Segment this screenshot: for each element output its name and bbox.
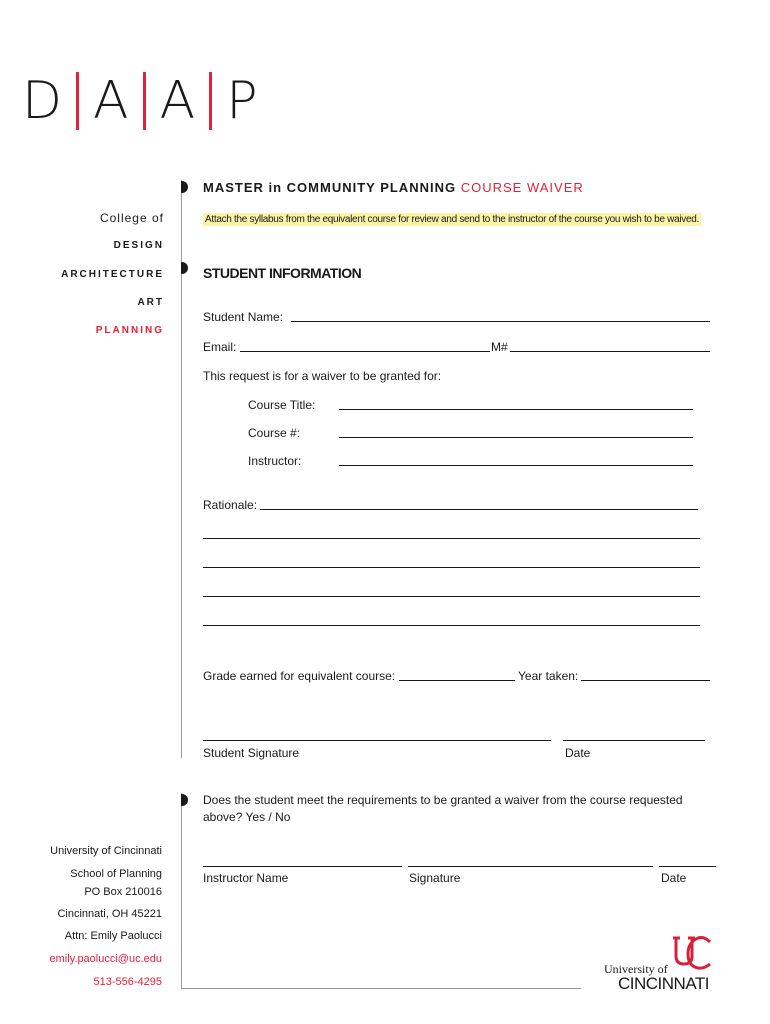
grade-label: Grade earned for equivalent course: [203,669,396,683]
logo-letter-d: D [22,71,63,131]
email-label: Email: [203,340,237,354]
daap-logo [22,72,258,130]
rationale-line[interactable] [203,538,700,539]
course-number-field[interactable] [339,437,693,438]
logo-letter-a2: A [159,71,196,131]
address-school: School of Planning [70,868,162,880]
request-text: This request is for a waiver to be granted for: [203,369,442,383]
uc-logo-line2: CINCINNATI [618,974,710,993]
uc-logo [604,934,734,994]
form-title [203,180,584,195]
address-attn: Attn: Emily Paolucci [64,930,162,942]
instructor-date-label: Date [661,871,687,885]
m-number-label: M# [491,340,508,354]
college-of-label: College of [99,211,164,225]
instructor-signature-field[interactable] [408,866,653,867]
rationale-line[interactable] [203,567,700,568]
section-marker-icon [181,262,188,274]
course-number-label: Course #: [248,426,301,440]
uc-logo-line1: University of [604,962,668,976]
logo-letter-p: P [226,71,258,131]
logo-divider [143,72,146,130]
email-field[interactable] [240,351,490,352]
logo-letter-a: A [93,71,129,131]
rationale-line[interactable] [203,625,700,626]
rationale-label: Rationale: [203,498,258,512]
year-taken-label: Year taken: [518,669,579,683]
student-signature-label: Student Signature [203,746,300,760]
student-name-label: Student Name: [203,310,284,324]
student-name-field[interactable] [291,321,710,322]
section-marker-icon [181,794,188,806]
rationale-field[interactable] [260,509,698,510]
logo-divider [76,72,79,130]
college-art: ART [137,297,164,308]
student-info-heading: STUDENT INFORMATION [203,265,362,281]
college-planning: PLANNING [95,325,164,336]
m-number-field[interactable] [510,351,710,352]
course-title-label: Course Title: [248,398,316,412]
address-po-box: PO Box 210016 [84,886,162,898]
bottom-rule [181,988,581,989]
instructor-label: Instructor: [248,454,302,468]
instructor-signature-label: Signature [409,871,461,885]
student-signature-field[interactable] [203,740,551,741]
section-marker-icon [181,181,188,193]
instructor-date-field[interactable] [659,866,716,867]
student-date-field[interactable] [563,740,705,741]
approval-question-text: Does the student meet the requirements to be granted a waiver from the course requested above? [203,793,683,824]
rationale-line[interactable] [203,596,700,597]
instructor-name-label: Instructor Name [203,871,289,885]
address-email[interactable]: emily.paolucci@uc.edu [49,953,162,965]
title-accent: COURSE WAIVER [460,180,584,195]
approval-question [203,792,713,826]
address-phone: 513-556-4295 [93,976,162,988]
approval-options[interactable]: Yes / No [245,810,291,824]
logo-divider [209,72,212,130]
year-taken-field[interactable] [581,680,710,681]
instructor-field[interactable] [339,465,693,466]
address-city: Cincinnati, OH 45221 [57,908,162,920]
section-rule [181,793,182,988]
grade-field[interactable] [399,680,515,681]
student-date-label: Date [565,746,591,760]
instruction-text: Attach the syllabus from the equivalent course for review and send to the instructor of the course you wish to be waived. [205,214,699,225]
course-title-field[interactable] [339,409,693,410]
title-main: MASTER in COMMUNITY PLANNING [203,180,457,195]
address-university: University of Cincinnati [50,845,162,857]
college-architecture: ARCHITECTURE [61,269,164,280]
college-design: DESIGN [113,240,164,251]
instructor-name-field[interactable] [203,866,402,867]
